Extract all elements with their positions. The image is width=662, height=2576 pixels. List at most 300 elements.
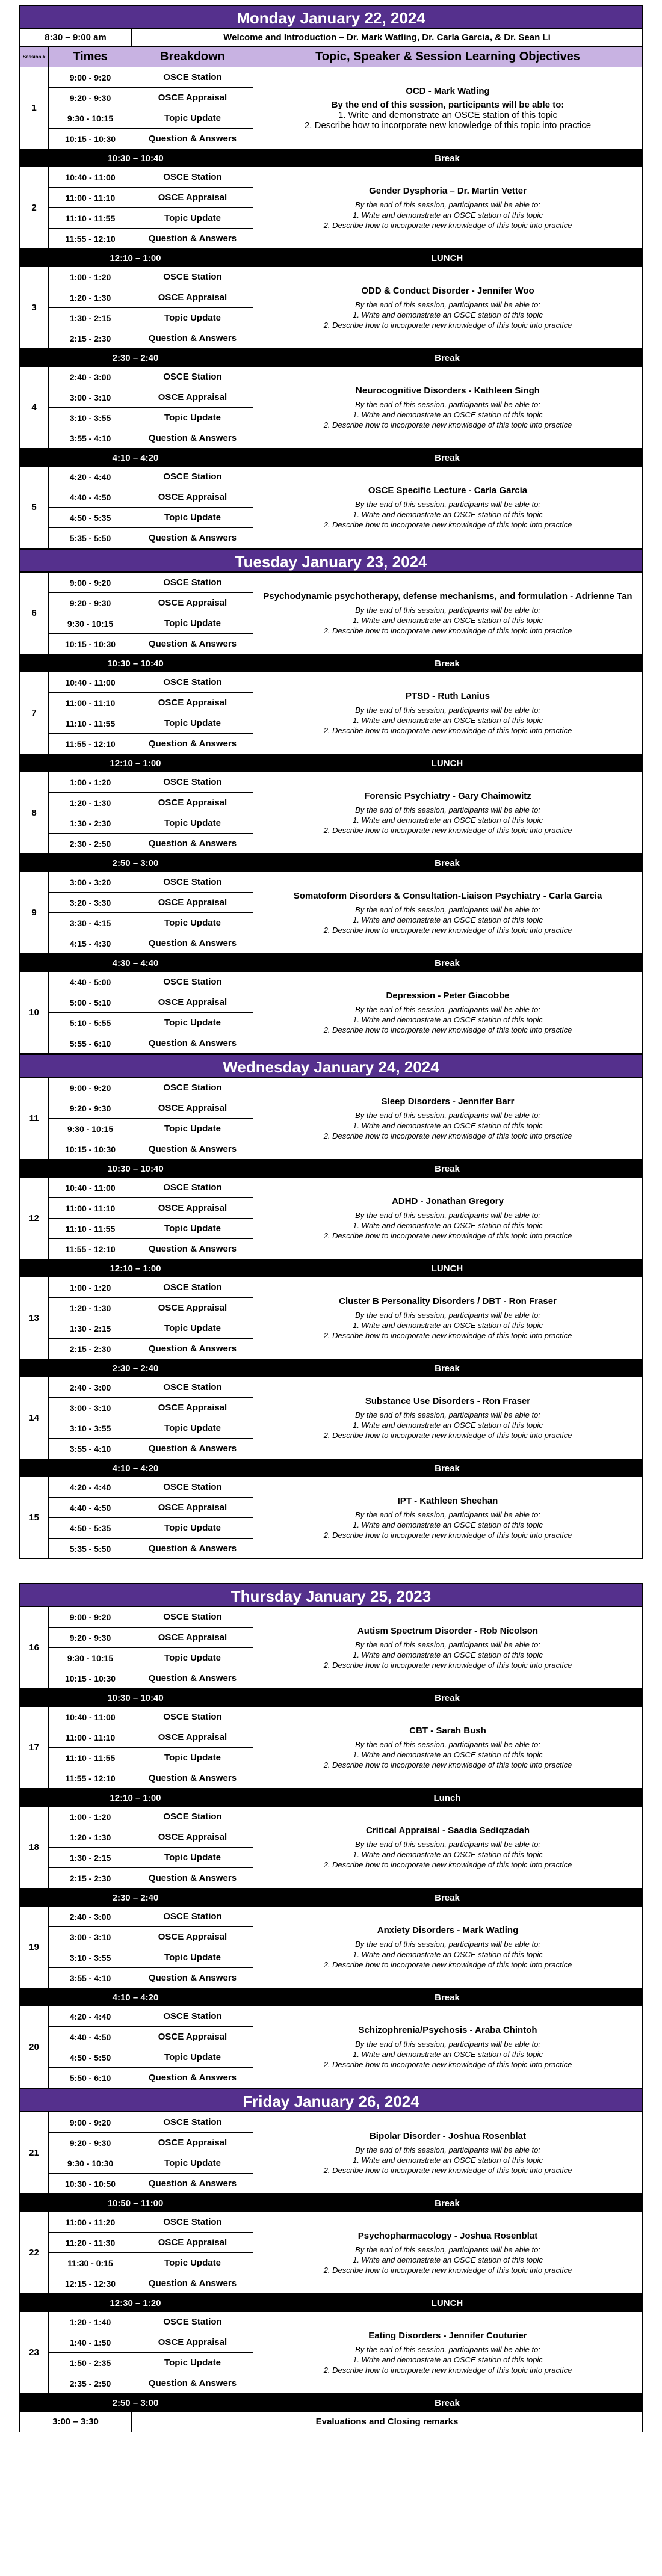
breakdown-kind: Question & Answers — [148, 333, 237, 343]
breakdown-kind: OSCE Station — [163, 1382, 222, 1392]
breakdown-row — [49, 1907, 253, 1927]
session-topic: Anxiety Disorders - Mark Watling — [377, 1925, 519, 1935]
breakdown-kind: Question & Answers — [148, 1144, 237, 1154]
breakdown-kind: OSCE Appraisal — [158, 392, 227, 402]
session-block — [19, 1377, 643, 1459]
objectives-intro: By the end of this session, participants will be able to: — [355, 1210, 540, 1220]
breakdown-row — [49, 1947, 253, 1968]
objective-item: 2. Describe how to incorporate new knowledge of this topic into practice — [323, 1430, 572, 1440]
session-topic: OCD - Mark Watling — [406, 85, 490, 96]
session-topic: PTSD - Ruth Lanius — [406, 690, 490, 701]
session-block — [19, 2006, 643, 2088]
breakdown-time: 9:30 - 10:15 — [49, 613, 132, 633]
session-number: 1 — [20, 67, 49, 149]
objective-item: 2. Describe how to incorporate new knowledge of this topic into practice — [323, 1530, 572, 1540]
breakdown-kind: OSCE Station — [163, 677, 222, 687]
breakdown-kind: OSCE Appraisal — [158, 598, 227, 608]
objective-item: 1. Write and demonstrate an OSCE station of this topic — [353, 815, 543, 825]
welcome-time: 8:30 – 9:00 am — [20, 29, 132, 46]
objective-item: 1. Write and demonstrate an OSCE station of this topic — [353, 1420, 543, 1430]
break-row — [19, 1459, 643, 1477]
session-objectives — [253, 467, 642, 548]
breakdown-time: 1:20 - 1:30 — [49, 793, 132, 813]
breakdown-kind: Question & Answers — [148, 1443, 237, 1454]
break-label: Break — [435, 2198, 460, 2209]
breakdown-kind: OSCE Station — [163, 2317, 222, 2327]
breakdown-row — [49, 1239, 253, 1259]
day-header: Wednesday January 24, 2024 — [19, 1054, 643, 1078]
breakdown-kind: OSCE Station — [163, 2011, 222, 2021]
breakdown-time: 3:10 - 3:55 — [49, 408, 132, 428]
breakdown-kind: OSCE Appraisal — [158, 492, 227, 502]
objective-item: 1. Write and demonstrate an OSCE station of this topic — [353, 2355, 543, 2364]
breakdown-row — [49, 88, 253, 108]
breakdown-row — [49, 229, 253, 248]
objective-item: 1. Write and demonstrate an OSCE station of this topic — [338, 109, 558, 120]
session-objectives — [253, 573, 642, 654]
session-number: 11 — [20, 1078, 49, 1159]
objective-item: 2. Describe how to incorporate new knowledge of this topic into practice — [323, 1960, 572, 1969]
column-header-row — [19, 47, 643, 67]
break-row — [19, 1789, 643, 1807]
breakdown-kind: Topic Update — [164, 2358, 221, 2368]
objectives-intro: By the end of this session, participants will be able to: — [355, 1640, 540, 1649]
breakdown-kind: Question & Answers — [148, 2073, 237, 2083]
breakdown-row — [49, 2047, 253, 2068]
breakdown-time: 11:10 - 11:55 — [49, 713, 132, 733]
objective-item: 2. Describe how to incorporate new knowledge of this topic into practice — [323, 2165, 572, 2175]
session-number: 15 — [20, 1477, 49, 1558]
objective-item: 1. Write and demonstrate an OSCE station of this topic — [353, 1015, 543, 1024]
breakdown-time: 3:00 - 3:10 — [49, 387, 132, 407]
session-topic: Substance Use Disorders - Ron Fraser — [365, 1395, 531, 1406]
breakdown-kind: OSCE Station — [163, 977, 222, 987]
breakdown-time: 2:15 - 2:30 — [49, 328, 132, 348]
breakdown-kind: OSCE Station — [163, 877, 222, 887]
objective-item: 1. Write and demonstrate an OSCE station of this topic — [353, 2155, 543, 2165]
breakdown-time: 5:55 - 6:10 — [49, 1033, 132, 1053]
breakdown-time: 3:55 - 4:10 — [49, 1968, 132, 1988]
break-row — [19, 954, 643, 972]
breakdown-time: 11:00 - 11:10 — [49, 1198, 132, 1218]
breakdown-kind: Topic Update — [164, 1852, 221, 1863]
breakdown-row — [49, 2253, 253, 2273]
objective-item: 2. Describe how to incorporate new knowledge of this topic into practice — [323, 1860, 572, 1869]
session-topic: Gender Dysphoria – Dr. Martin Vetter — [369, 185, 527, 196]
breakdown-row — [49, 1968, 253, 1988]
breakdown-kind: Question & Answers — [148, 1873, 237, 1883]
session-block — [19, 772, 643, 854]
breakdown-kind: Topic Update — [164, 512, 221, 523]
breakdown-time: 4:50 - 5:35 — [49, 1518, 132, 1538]
day-header: Tuesday January 23, 2024 — [19, 549, 643, 573]
break-label: LUNCH — [431, 2298, 463, 2308]
breakdown-kind: OSCE Appraisal — [158, 698, 227, 708]
breakdown-row — [49, 1518, 253, 1539]
day-header: Thursday January 25, 2023 — [19, 1583, 643, 1607]
session-objectives — [253, 2312, 642, 2393]
breakdown-time: 1:30 - 2:15 — [49, 1318, 132, 1338]
break-row — [19, 149, 643, 167]
session-block — [19, 1707, 643, 1789]
objective-item: 1. Write and demonstrate an OSCE station of this topic — [353, 2049, 543, 2059]
session-breakdown — [49, 1078, 253, 1159]
session-objectives — [253, 1477, 642, 1558]
session-block — [19, 672, 643, 754]
session-breakdown — [49, 972, 253, 1053]
breakdown-time: 10:15 - 10:30 — [49, 129, 132, 149]
breakdown-row — [49, 872, 253, 893]
break-time: 4:30 – 4:40 — [112, 958, 159, 968]
session-topic: Somatoform Disorders & Consultation-Liaison Psychiatry - Carla Garcia — [293, 890, 602, 901]
session-number: 23 — [20, 2312, 49, 2393]
day-header: Friday January 26, 2024 — [19, 2088, 643, 2112]
session-block — [19, 972, 643, 1054]
breakdown-row — [49, 1219, 253, 1239]
break-label: Break — [435, 1363, 460, 1374]
objectives-intro: By the end of this session, participants will be able to: — [355, 1939, 540, 1949]
breakdown-kind: OSCE Appraisal — [158, 1502, 227, 1513]
breakdown-time: 10:30 - 10:50 — [49, 2174, 132, 2193]
session-objectives — [253, 1078, 642, 1159]
breakdown-time: 4:40 - 4:50 — [49, 487, 132, 507]
break-time: 2:30 – 2:40 — [112, 1363, 159, 1374]
objectives-intro: By the end of this session, participants will be able to: — [355, 1310, 540, 1320]
breakdown-row — [49, 2112, 253, 2133]
welcome-text: Welcome and Introduction – Dr. Mark Watling, Dr. Carla Garcia, & Dr. Sean Li — [223, 32, 551, 43]
breakdown-kind: Topic Update — [164, 313, 221, 323]
objectives-intro: By the end of this session, participants will be able to: — [355, 605, 540, 615]
breakdown-kind: Topic Update — [164, 2052, 221, 2062]
objectives-intro: By the end of this session, participants will be able to: — [355, 1510, 540, 1519]
breakdown-kind: Question & Answers — [148, 2378, 237, 2388]
objectives-intro: By the end of this session, participants will be able to: — [355, 805, 540, 814]
objectives-intro: By the end of this session, participants will be able to: — [355, 1739, 540, 1749]
breakdown-kind: Question & Answers — [148, 1038, 237, 1048]
session-block — [19, 67, 643, 149]
breakdown-row — [49, 1727, 253, 1748]
break-time: 10:50 – 11:00 — [107, 2198, 164, 2209]
breakdown-row — [49, 713, 253, 734]
session-block — [19, 1807, 643, 1889]
break-time: 12:10 – 1:00 — [110, 1263, 161, 1274]
break-label: Break — [435, 1992, 460, 2003]
breakdown-kind: OSCE Appraisal — [158, 1832, 227, 1842]
break-label: Break — [435, 1163, 460, 1174]
breakdown-kind: OSCE Appraisal — [158, 1103, 227, 1113]
breakdown-row — [49, 593, 253, 613]
session-objectives — [253, 267, 642, 348]
session-breakdown — [49, 467, 253, 548]
objective-item: 1. Write and demonstrate an OSCE station of this topic — [353, 1650, 543, 1659]
breakdown-time: 11:00 - 11:10 — [49, 693, 132, 713]
session-block — [19, 467, 643, 549]
breakdown-kind: OSCE Station — [163, 577, 222, 588]
breakdown-row — [49, 1298, 253, 1318]
objective-item: 1. Write and demonstrate an OSCE station of this topic — [353, 210, 543, 220]
breakdown-row — [49, 67, 253, 88]
objective-item: 1. Write and demonstrate an OSCE station of this topic — [353, 509, 543, 519]
breakdown-row — [49, 1139, 253, 1159]
breakdown-row — [49, 1848, 253, 1868]
column-header-breakdown: Breakdown — [132, 47, 253, 67]
session-objectives — [253, 367, 642, 448]
breakdown-kind: Topic Update — [164, 1018, 221, 1028]
break-time: 12:10 – 1:00 — [110, 253, 161, 263]
breakdown-row — [49, 2353, 253, 2373]
session-number: 14 — [20, 1377, 49, 1459]
breakdown-time: 3:30 - 4:15 — [49, 913, 132, 933]
breakdown-row — [49, 1927, 253, 1947]
breakdown-kind: OSCE Appraisal — [158, 1632, 227, 1643]
session-objectives — [253, 972, 642, 1053]
breakdown-kind: OSCE Appraisal — [158, 997, 227, 1007]
breakdown-kind: Question & Answers — [148, 233, 237, 244]
breakdown-row — [49, 367, 253, 387]
objective-item: 1. Write and demonstrate an OSCE station of this topic — [353, 310, 543, 319]
objective-item: 1. Write and demonstrate an OSCE station of this topic — [353, 410, 543, 419]
break-row — [19, 1889, 643, 1907]
breakdown-kind: OSCE Station — [163, 777, 222, 787]
column-header-objectives: Topic, Speaker & Session Learning Objectives — [315, 50, 580, 63]
breakdown-kind: Topic Update — [164, 1223, 221, 1234]
breakdown-time: 11:10 - 11:55 — [49, 1219, 132, 1238]
session-number: 4 — [20, 367, 49, 448]
breakdown-time: 1:00 - 1:20 — [49, 1277, 132, 1297]
objective-item: 2. Describe how to incorporate new knowledge of this topic into practice — [323, 1131, 572, 1140]
session-breakdown — [49, 1477, 253, 1558]
breakdown-row — [49, 734, 253, 754]
breakdown-time: 3:00 - 3:10 — [49, 1927, 132, 1947]
breakdown-row — [49, 1418, 253, 1439]
objective-item: 2. Describe how to incorporate new knowledge of this topic into practice — [323, 1760, 572, 1769]
breakdown-kind: Question & Answers — [148, 1244, 237, 1254]
breakdown-row — [49, 613, 253, 634]
session-number: 5 — [20, 467, 49, 548]
breakdown-kind: OSCE Appraisal — [158, 192, 227, 203]
objective-item: 2. Describe how to incorporate new knowledge of this topic into practice — [323, 420, 572, 429]
session-block — [19, 1078, 643, 1160]
breakdown-row — [49, 1707, 253, 1727]
break-label: Break — [435, 1463, 460, 1474]
objectives-intro: By the end of this session, participants will be able to: — [355, 705, 540, 715]
breakdown-time: 1:30 - 2:15 — [49, 1848, 132, 1867]
breakdown-kind: Topic Update — [164, 1753, 221, 1763]
breakdown-row — [49, 428, 253, 448]
breakdown-time: 11:30 - 0:15 — [49, 2253, 132, 2273]
break-row — [19, 449, 643, 467]
session-objectives — [253, 67, 642, 149]
break-label: LUNCH — [431, 1263, 463, 1274]
breakdown-time: 9:00 - 9:20 — [49, 67, 132, 87]
breakdown-row — [49, 528, 253, 548]
objective-item: 2. Describe how to incorporate new knowledge of this topic into practice — [323, 825, 572, 835]
breakdown-row — [49, 793, 253, 813]
breakdown-time: 10:15 - 10:30 — [49, 1668, 132, 1688]
breakdown-kind: OSCE Appraisal — [158, 2337, 227, 2347]
breakdown-row — [49, 408, 253, 428]
objective-item: 2. Describe how to incorporate new knowledge of this topic into practice — [323, 1025, 572, 1034]
breakdown-time: 3:10 - 3:55 — [49, 1947, 132, 1967]
session-number: 16 — [20, 1607, 49, 1688]
breakdown-time: 9:20 - 9:30 — [49, 2133, 132, 2153]
session-objectives — [253, 1707, 642, 1788]
breakdown-time: 11:10 - 11:55 — [49, 1748, 132, 1768]
breakdown-row — [49, 287, 253, 308]
session-topic: CBT - Sarah Bush — [409, 1725, 486, 1736]
breakdown-row — [49, 893, 253, 913]
breakdown-row — [49, 1807, 253, 1827]
objectives-intro: By the end of this session, participants will be able to: — [355, 1004, 540, 1014]
objectives-intro: By the end of this session, participants will be able to: — [355, 1410, 540, 1419]
break-time: 12:10 – 1:00 — [110, 758, 161, 769]
closing-row — [19, 2412, 643, 2432]
break-label: Break — [435, 858, 460, 868]
breakdown-time: 5:35 - 5:50 — [49, 528, 132, 548]
break-row — [19, 2394, 643, 2412]
breakdown-time: 11:00 - 11:10 — [49, 188, 132, 207]
breakdown-time: 4:40 - 5:00 — [49, 972, 132, 992]
column-header-times: Times — [49, 47, 132, 67]
break-label: Break — [435, 1692, 460, 1703]
session-block — [19, 1178, 643, 1259]
break-time: 4:10 – 4:20 — [112, 1463, 159, 1474]
breakdown-kind: OSCE Appraisal — [158, 2138, 227, 2148]
breakdown-time: 1:30 - 2:30 — [49, 813, 132, 833]
session-breakdown — [49, 2006, 253, 2088]
session-topic: Critical Appraisal - Saadia Sediqzadah — [365, 1825, 530, 1836]
session-objectives — [253, 2112, 642, 2193]
session-breakdown — [49, 1377, 253, 1459]
session-number: 6 — [20, 573, 49, 654]
session-breakdown — [49, 2112, 253, 2193]
break-time: 2:50 – 3:00 — [112, 858, 159, 868]
break-row — [19, 654, 643, 672]
break-row — [19, 1988, 643, 2006]
session-breakdown — [49, 2312, 253, 2393]
breakdown-time: 9:20 - 9:30 — [49, 1628, 132, 1647]
breakdown-kind: OSCE Station — [163, 272, 222, 282]
objectives-intro: By the end of this session, participants will be able to: — [355, 1839, 540, 1849]
session-block — [19, 1477, 643, 1559]
breakdown-row — [49, 2174, 253, 2193]
breakdown-row — [49, 2212, 253, 2233]
breakdown-kind: OSCE Appraisal — [158, 1732, 227, 1742]
breakdown-row — [49, 1033, 253, 1053]
breakdown-row — [49, 1398, 253, 1418]
session-block — [19, 267, 643, 349]
breakdown-row — [49, 1098, 253, 1119]
breakdown-time: 9:00 - 9:20 — [49, 2112, 132, 2132]
session-topic: OSCE Specific Lecture - Carla Garcia — [368, 485, 528, 496]
breakdown-kind: OSCE Station — [163, 1182, 222, 1193]
breakdown-kind: OSCE Station — [163, 172, 222, 182]
breakdown-row — [49, 1013, 253, 1033]
breakdown-kind: OSCE Appraisal — [158, 1203, 227, 1213]
breakdown-row — [49, 1648, 253, 1668]
break-row — [19, 1359, 643, 1377]
breakdown-row — [49, 1477, 253, 1498]
objectives-intro: By the end of this session, participants will be able to: — [355, 2039, 540, 2049]
session-number: 19 — [20, 1907, 49, 1988]
session-number: 12 — [20, 1178, 49, 1259]
session-objectives — [253, 1607, 642, 1688]
breakdown-kind: Topic Update — [164, 718, 221, 728]
breakdown-kind: Topic Update — [164, 213, 221, 223]
objectives-intro: By the end of this session, participants will be able to: — [355, 1110, 540, 1120]
session-block — [19, 2212, 643, 2294]
breakdown-row — [49, 487, 253, 508]
breakdown-time: 2:35 - 2:50 — [49, 2373, 132, 2393]
breakdown-time: 12:15 - 12:30 — [49, 2273, 132, 2293]
breakdown-kind: Question & Answers — [148, 1973, 237, 1983]
session-topic: Forensic Psychiatry - Gary Chaimowitz — [364, 790, 531, 801]
breakdown-row — [49, 634, 253, 654]
session-objectives — [253, 772, 642, 853]
breakdown-time: 1:20 - 1:40 — [49, 2312, 132, 2332]
break-row — [19, 854, 643, 872]
break-time: 2:50 – 3:00 — [112, 2397, 159, 2408]
breakdown-time: 5:50 - 6:10 — [49, 2068, 132, 2088]
break-row — [19, 754, 643, 772]
breakdown-time: 2:40 - 3:00 — [49, 1907, 132, 1926]
breakdown-kind: OSCE Appraisal — [158, 93, 227, 103]
break-time: 10:30 – 10:40 — [107, 1692, 164, 1703]
objective-item: 2. Describe how to incorporate new knowledge of this topic into practice — [323, 2059, 572, 2069]
breakdown-row — [49, 913, 253, 933]
objectives-intro: By the end of this session, participants will be able to: — [355, 300, 540, 309]
session-objectives — [253, 2006, 642, 2088]
breakdown-time: 11:55 - 12:10 — [49, 1239, 132, 1259]
breakdown-row — [49, 129, 253, 149]
breakdown-time: 11:00 - 11:20 — [49, 2212, 132, 2232]
session-topic: Depression - Peter Giacobbe — [386, 990, 510, 1001]
objective-item: 1. Write and demonstrate an OSCE station of this topic — [353, 1849, 543, 1859]
breakdown-kind: OSCE Station — [163, 2117, 222, 2127]
breakdown-time: 1:00 - 1:20 — [49, 267, 132, 287]
breakdown-kind: Topic Update — [164, 2158, 221, 2168]
objective-item: 2. Describe how to incorporate new knowledge of this topic into practice — [323, 725, 572, 735]
breakdown-time: 1:00 - 1:20 — [49, 772, 132, 792]
breakdown-row — [49, 672, 253, 693]
breakdown-kind: OSCE Station — [163, 1812, 222, 1822]
breakdown-kind: OSCE Station — [163, 372, 222, 382]
breakdown-time: 3:00 - 3:10 — [49, 1398, 132, 1418]
breakdown-time: 4:40 - 4:50 — [49, 1498, 132, 1517]
breakdown-row — [49, 308, 253, 328]
breakdown-kind: OSCE Appraisal — [158, 798, 227, 808]
breakdown-time: 11:10 - 11:55 — [49, 208, 132, 228]
breakdown-time: 11:00 - 11:10 — [49, 1727, 132, 1747]
closing-time: 3:00 – 3:30 — [20, 2412, 132, 2432]
breakdown-kind: OSCE Appraisal — [158, 292, 227, 303]
session-objectives — [253, 167, 642, 248]
objective-item: 2. Describe how to incorporate new knowledge of this topic into practice — [323, 1231, 572, 1240]
break-time: 4:10 – 4:20 — [112, 452, 159, 463]
session-breakdown — [49, 1707, 253, 1788]
session-topic: Psychopharmacology - Joshua Rosenblat — [357, 2230, 538, 2241]
session-objectives — [253, 672, 642, 754]
breakdown-time: 1:20 - 1:30 — [49, 287, 132, 307]
breakdown-time: 9:00 - 9:20 — [49, 573, 132, 592]
objective-item: 1. Write and demonstrate an OSCE station of this topic — [353, 1520, 543, 1529]
session-breakdown — [49, 1607, 253, 1688]
breakdown-kind: Topic Update — [164, 2258, 221, 2268]
breakdown-time: 9:30 - 10:15 — [49, 1648, 132, 1668]
objective-item: 2. Describe how to incorporate new knowledge of this topic into practice — [323, 925, 572, 935]
break-label: LUNCH — [431, 758, 463, 769]
objectives-intro: By the end of this session, participants will be able to: — [331, 99, 565, 110]
